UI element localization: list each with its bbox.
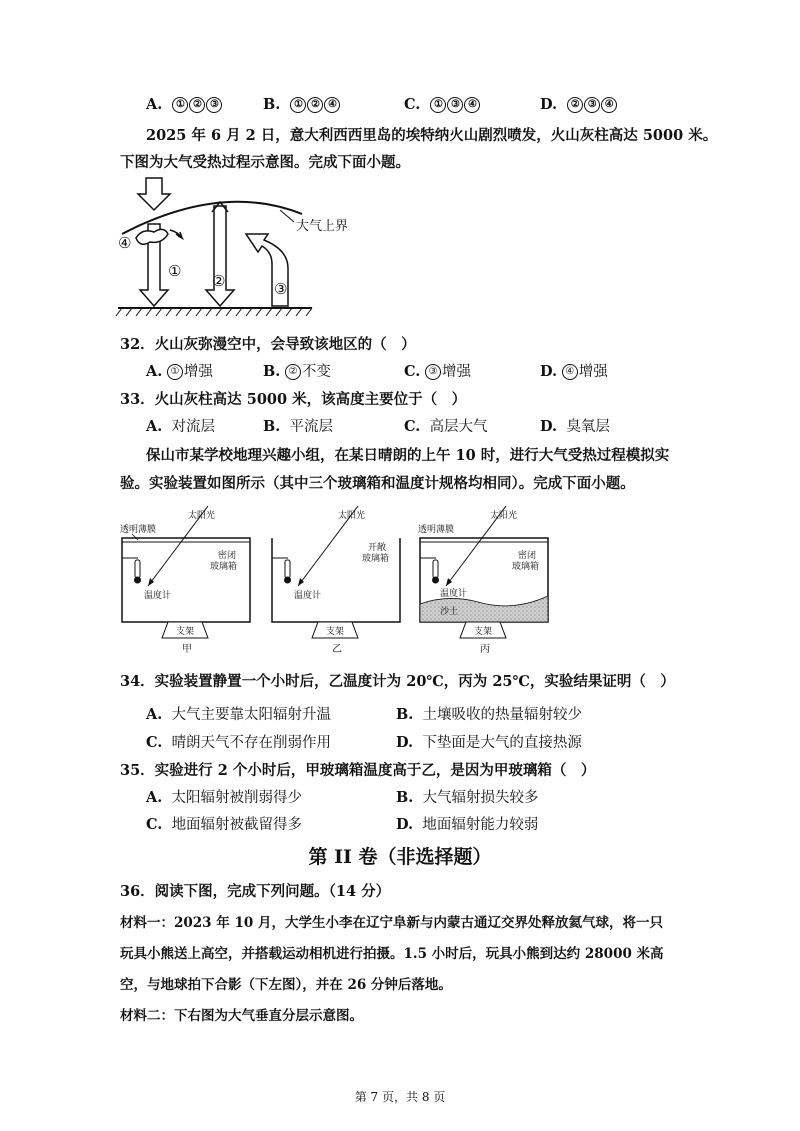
- q32-option-b: B. ② 不变: [263, 363, 331, 380]
- box-bing: [418, 506, 548, 655]
- svg-text:透明薄膜: 透明薄膜: [120, 525, 157, 535]
- reflection-4: [136, 229, 168, 244]
- svg-text:太阳光: 太阳光: [188, 511, 216, 521]
- q36-stem: 36．阅读下图，完成下列问题。（14 分）: [120, 883, 391, 900]
- svg-text:沙土: 沙土: [440, 607, 459, 617]
- label-1: ①: [168, 262, 182, 280]
- svg-text:温度计: 温度计: [294, 591, 322, 601]
- q35-option-c: C. 地面辐射被截留得多: [146, 816, 303, 833]
- q32-stem: 32．火山灰弥漫空中，会导致该地区的（ ）: [120, 336, 416, 353]
- svg-text:支架: 支架: [474, 627, 493, 637]
- q36-material1-line1: 材料一：2023 年 10 月，大学生小李在辽宁阜新与内蒙古通辽交界处释放氦气球，将一只: [120, 915, 663, 931]
- q32-option-d: D. ④ 增强: [540, 363, 608, 380]
- label-4: ④: [118, 234, 132, 252]
- label-atmosphere-top: 大气上界: [296, 219, 349, 234]
- q34-option-b: B. 土壤吸收的热量辐射较少: [396, 706, 583, 723]
- q31-option-a: A. ① ② ③: [146, 96, 223, 113]
- q33-option-d: D. 臭氧层: [540, 418, 610, 435]
- q34-option-d: D. 下垫面是大气的直接热源: [396, 734, 582, 751]
- q31-option-d: D. ② ③ ④: [540, 96, 618, 113]
- svg-text:太阳光: 太阳光: [490, 511, 518, 521]
- q33-stem: 33．火山灰柱高达 5000 米，该高度主要位于（ ）: [120, 391, 467, 408]
- svg-text:温度计: 温度计: [440, 589, 468, 599]
- svg-text:密闭玻璃箱: 密闭玻璃箱: [210, 551, 238, 572]
- svg-text:丙: 丙: [480, 644, 490, 655]
- arrow-2: [206, 206, 234, 306]
- q33-option-b: B. 平流层: [263, 418, 334, 435]
- intro2-line1: 保山市某学校地理兴趣小组，在某日晴朗的上午 10 时，进行大气受热过程模拟实: [146, 447, 670, 464]
- svg-text:太阳光: 太阳光: [338, 511, 366, 521]
- q36-material1-line2: 玩具小熊送上高空，并搭载运动相机进行拍摄。1.5 小时后，玩具小熊到达约 28000 米高: [120, 946, 664, 962]
- q31-option-b: B. ① ② ④: [263, 96, 341, 113]
- q34-stem: 34．实验装置静置一个小时后，乙温度计为 20℃，丙为 25℃，实验结果证明（ ）: [120, 673, 675, 690]
- page-footer: 第 7 页，共 8 页: [354, 1090, 446, 1104]
- q35-option-b: B. 大气辐射损失较多: [396, 789, 539, 806]
- box-jia: [120, 506, 250, 655]
- q32-option-a: A. ① 增强: [146, 363, 213, 380]
- intro2-line2: 验。实验装置如图所示（其中三个玻璃箱和温度计规格均相同）。完成下面小题。: [120, 475, 635, 492]
- svg-text:甲: 甲: [182, 644, 192, 655]
- q35-option-a: A. 太阳辐射被削弱得少: [146, 789, 303, 806]
- svg-text:支架: 支架: [326, 627, 345, 637]
- svg-text:乙: 乙: [332, 644, 342, 655]
- q32-option-c: C. ③ 增强: [404, 363, 471, 380]
- experiment-diagram: [118, 498, 568, 658]
- q36-material2: 材料二：下右图为大气垂直分层示意图。: [120, 1008, 363, 1024]
- q33-option-a: A. 对流层: [146, 418, 216, 435]
- q35-stem: 35．实验进行 2 个小时后，甲玻璃箱温度高于乙，是因为甲玻璃箱（ ）: [120, 762, 596, 779]
- label-3: ③: [274, 280, 288, 298]
- label-2: ②: [212, 272, 226, 290]
- q33-option-c: C. 高层大气: [404, 418, 488, 435]
- svg-text:密闭玻璃箱: 密闭玻璃箱: [512, 551, 540, 572]
- intro1-line2: 下图为大气受热过程示意图。完成下面小题。: [120, 154, 410, 171]
- q34-option-a: A. 大气主要靠太阳辐射升温: [146, 706, 332, 723]
- q31-option-c: C. ① ③ ④: [404, 96, 481, 113]
- q34-option-c: C. 晴朗天气不存在削弱作用: [146, 734, 332, 751]
- atmospheric-heating-diagram: [112, 172, 372, 322]
- incoming-solar-arrow: [138, 178, 170, 210]
- section-title: 第 II 卷（非选择题）: [308, 846, 492, 868]
- box-yi: [272, 506, 400, 655]
- svg-text:支架: 支架: [176, 627, 195, 637]
- q36-material1-line3: 空，与地球拍下合影（下左图），并在 26 分钟后落地。: [120, 977, 452, 993]
- intro1-line1: 2025 年 6 月 2 日，意大利西西里岛的埃特纳火山剧烈喷发，火山灰柱高达 5000 米。: [146, 127, 718, 144]
- q35-option-d: D. 地面辐射能力较弱: [396, 816, 539, 833]
- svg-text:开敞玻璃箱: 开敞玻璃箱: [362, 543, 390, 564]
- svg-text:温度计: 温度计: [144, 591, 172, 601]
- svg-text:透明薄膜: 透明薄膜: [418, 525, 455, 535]
